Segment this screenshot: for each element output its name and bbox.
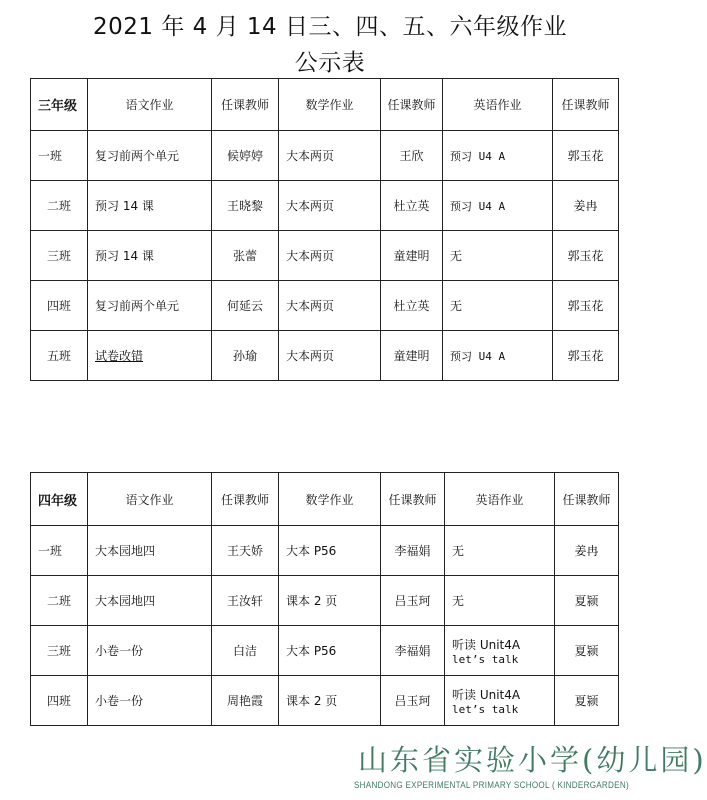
- class-cell: 二班: [31, 181, 88, 231]
- header-teacher: 任课教师: [381, 79, 443, 131]
- teacher-cell: 杜立英: [381, 281, 443, 331]
- math-cell: 课本 2 页: [279, 576, 381, 626]
- teacher-cell: 周艳霞: [212, 676, 279, 726]
- teacher-cell: 何延云: [212, 281, 279, 331]
- class-cell: 一班: [31, 526, 88, 576]
- class-cell: 四班: [31, 676, 88, 726]
- table-header-row: [31, 473, 619, 526]
- header-teacher: 任课教师: [555, 473, 619, 526]
- class-cell: 一班: [31, 131, 88, 181]
- teacher-cell: 白洁: [212, 626, 279, 676]
- class-cell: 五班: [31, 331, 88, 381]
- class-cell: 三班: [31, 626, 88, 676]
- class-cell: 二班: [31, 576, 88, 626]
- chinese-cell: 复习前两个单元: [88, 281, 212, 331]
- header-math: 数学作业: [279, 79, 381, 131]
- english-cell: 预习 U4 A: [443, 331, 553, 381]
- table-row: [31, 676, 619, 726]
- table-row: [31, 131, 619, 181]
- teacher-cell: 童建明: [381, 231, 443, 281]
- table-row: [31, 281, 619, 331]
- math-cell: 大本两页: [279, 131, 381, 181]
- header-teacher: 任课教师: [553, 79, 619, 131]
- chinese-cell: 小卷一份: [88, 626, 212, 676]
- table-row: [31, 331, 619, 381]
- english-line2: let’s talk: [452, 702, 519, 716]
- chinese-cell: 大本园地四: [88, 576, 212, 626]
- grade-label: 三年级: [31, 79, 88, 131]
- header-english: 英语作业: [443, 79, 553, 131]
- english-cell: 无: [443, 231, 553, 281]
- page-title-line2: 公示表: [294, 50, 366, 76]
- table-row: [31, 626, 619, 676]
- math-cell: 大本两页: [279, 331, 381, 381]
- class-cell: 四班: [31, 281, 88, 331]
- header-chinese: 语文作业: [88, 79, 212, 131]
- teacher-cell: 王晓黎: [212, 181, 279, 231]
- teacher-cell: 王汝轩: [212, 576, 279, 626]
- english-cell: [445, 626, 555, 676]
- chinese-cell: 大本园地四: [88, 526, 212, 576]
- teacher-cell: 夏颍: [555, 676, 619, 726]
- english-line2: let’s talk: [452, 652, 519, 666]
- table-row: [31, 181, 619, 231]
- teacher-cell: 李福娟: [381, 526, 445, 576]
- teacher-cell: 李福娟: [381, 626, 445, 676]
- page-title-line1: 2021 年 4 月 14 日三、四、五、六年级作业: [93, 14, 567, 40]
- teacher-cell: 吕玉珂: [381, 676, 445, 726]
- english-cell: [445, 526, 555, 576]
- header-teacher: 任课教师: [212, 473, 279, 526]
- english-line1: 听读 Unit4A: [452, 687, 521, 702]
- math-cell: 大本两页: [279, 281, 381, 331]
- table-row: [31, 526, 619, 576]
- chinese-cell: 预习 14 课: [88, 181, 212, 231]
- table-row: [31, 231, 619, 281]
- table-header-row: [31, 79, 619, 131]
- school-name-cn: 山东省实验小学(幼儿园): [358, 743, 707, 777]
- teacher-cell: 张蕾: [212, 231, 279, 281]
- header-math: 数学作业: [279, 473, 381, 526]
- grade4-homework-table: [30, 472, 619, 726]
- chinese-cell: 复习前两个单元: [88, 131, 212, 181]
- header-teacher: 任课教师: [212, 79, 279, 131]
- english-line1: 无: [452, 594, 465, 608]
- teacher-cell: 姜冉: [553, 181, 619, 231]
- math-cell: 大本 P56: [279, 626, 381, 676]
- table-row: [31, 576, 619, 626]
- class-cell: 三班: [31, 231, 88, 281]
- chinese-cell: 预习 14 课: [88, 231, 212, 281]
- chinese-cell: 小卷一份: [88, 676, 212, 726]
- teacher-cell: 夏颍: [555, 576, 619, 626]
- header-teacher: 任课教师: [381, 473, 445, 526]
- teacher-cell: 姜冉: [555, 526, 619, 576]
- teacher-cell: 郭玉花: [553, 231, 619, 281]
- header-english: 英语作业: [445, 473, 555, 526]
- math-cell: 大本两页: [279, 181, 381, 231]
- teacher-cell: 孙瑜: [212, 331, 279, 381]
- english-cell: 无: [443, 281, 553, 331]
- english-cell: [445, 576, 555, 626]
- teacher-cell: 王欣: [381, 131, 443, 181]
- english-cell: 预习 U4 A: [443, 131, 553, 181]
- english-cell: 预习 U4 A: [443, 181, 553, 231]
- teacher-cell: 童建明: [381, 331, 443, 381]
- teacher-cell: 杜立英: [381, 181, 443, 231]
- math-cell: 课本 2 页: [279, 676, 381, 726]
- teacher-cell: 郭玉花: [553, 331, 619, 381]
- english-line1: 无: [452, 544, 465, 558]
- school-watermark: [330, 738, 707, 796]
- chinese-cell: 试卷改错: [88, 331, 212, 381]
- grade-label: 四年级: [31, 473, 88, 526]
- math-cell: 大本 P56: [279, 526, 381, 576]
- grade3-homework-table: [30, 78, 619, 381]
- math-cell: 大本两页: [279, 231, 381, 281]
- teacher-cell: 郭玉花: [553, 131, 619, 181]
- teacher-cell: 候婷婷: [212, 131, 279, 181]
- teacher-cell: 王天娇: [212, 526, 279, 576]
- header-chinese: 语文作业: [88, 473, 212, 526]
- english-cell: [445, 676, 555, 726]
- teacher-cell: 郭玉花: [553, 281, 619, 331]
- english-line1: 听读 Unit4A: [452, 637, 521, 652]
- school-name-en: SHANDONG EXPERIMENTAL PRIMARY SCHOOL ( KINDERGARDEN): [354, 780, 629, 790]
- teacher-cell: 夏颍: [555, 626, 619, 676]
- teacher-cell: 吕玉珂: [381, 576, 445, 626]
